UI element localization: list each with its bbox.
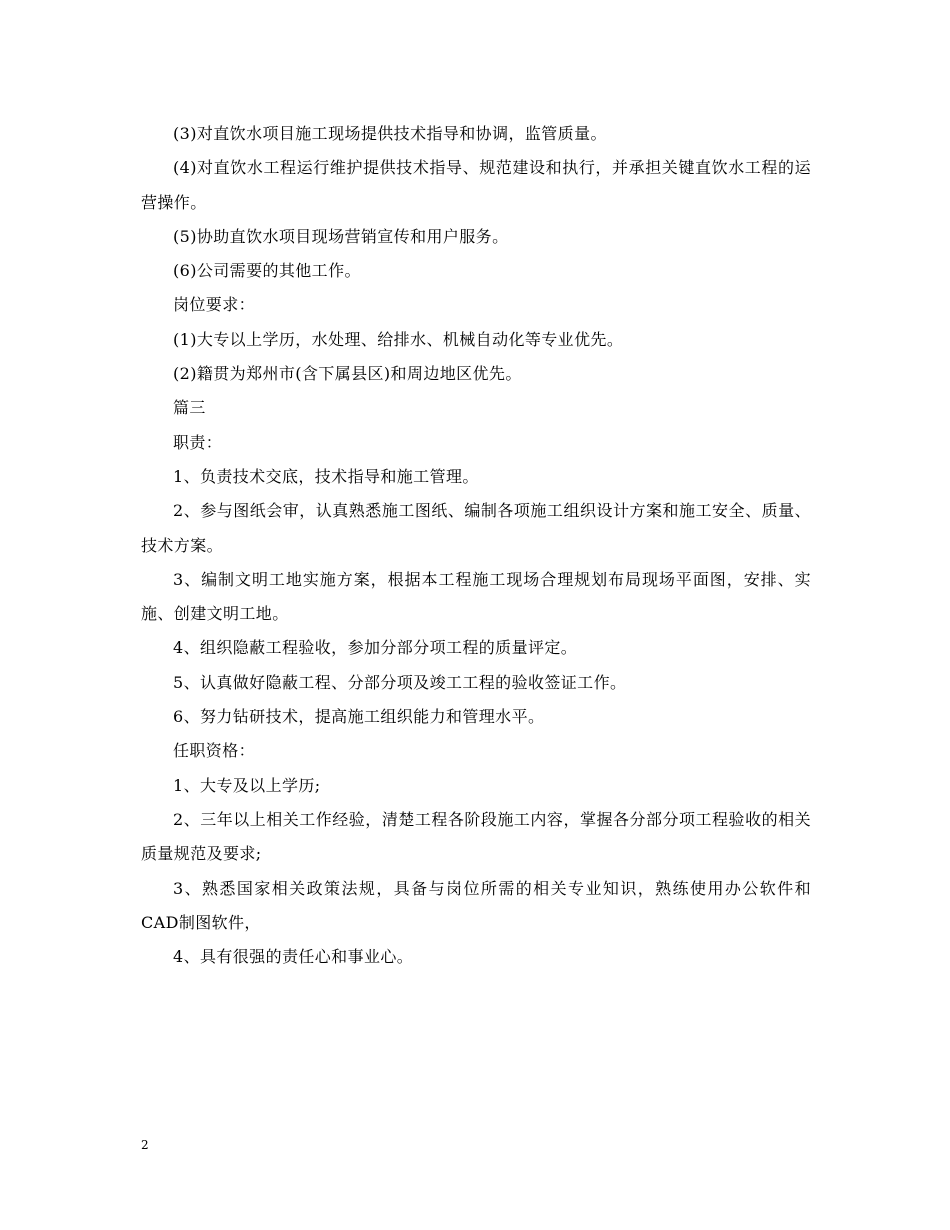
paragraph-requirement-2: (2)籍贯为郑州市(含下属县区)和周边地区优先。 <box>173 364 522 384</box>
paragraph-requirement-1: (1)大专以上学历，水处理、给排水、机械自动化等专业优先。 <box>173 329 624 349</box>
paragraph-duty-3: (3)对直饮水项目施工现场提供技术指导和协调，监管质量。 <box>173 124 607 143</box>
paragraph-responsibility-4: 4、组织隐蔽工程验收，参加分部分项工程的质量评定。 <box>173 638 578 658</box>
paragraph-qualification-1: 1、大专及以上学历; <box>173 775 321 795</box>
section-title-part-three: 篇三 <box>173 398 206 418</box>
heading-responsibilities: 职责： <box>173 432 223 452</box>
paragraph-responsibility-6: 6、努力钻研技术，提高施工组织能力和管理水平。 <box>173 707 545 727</box>
paragraph-duty-6: (6)公司需要的其他工作。 <box>173 261 361 281</box>
paragraph-duty-4: (4)对直饮水工程运行维护提供技术指导、规范建设和执行，并承担关键直饮水工程的运营操作。 <box>141 158 811 212</box>
paragraph-qualification-3: 3、熟悉国家相关政策法规，具备与岗位所需的相关专业知识，熟练使用办公软件和CAD制图软件， <box>141 878 811 932</box>
document-body <box>141 117 811 974</box>
heading-qualifications: 任职资格： <box>173 741 256 761</box>
paragraph-responsibility-3: 3、编制文明工地实施方案，根据本工程施工现场合理规划布局现场平面图，安排、实施、创建文明工地。 <box>141 569 811 624</box>
paragraph-responsibility-2: 2、参与图纸会审，认真熟悉施工图纸、编制各项施工组织设计方案和施工安全、质量、技术方案。 <box>141 501 811 555</box>
paragraph-responsibility-1: 1、负责技术交底，技术指导和施工管理。 <box>173 466 479 486</box>
paragraph-responsibility-5: 5、认真做好隐蔽工程、分部分项及竣工工程的验收签证工作。 <box>173 672 627 692</box>
paragraph-qualification-4: 4、具有很强的责任心和事业心。 <box>173 947 414 967</box>
paragraph-qualification-2: 2、三年以上相关工作经验，清楚工程各阶段施工内容，掌握各分部分项工程验收的相关质量规范及要求; <box>141 809 811 864</box>
page-number: 2 <box>141 1138 149 1152</box>
paragraph-duty-5: (5)协助直饮水项目现场营销宣传和用户服务。 <box>173 226 509 246</box>
heading-job-requirements: 岗位要求： <box>173 295 256 315</box>
